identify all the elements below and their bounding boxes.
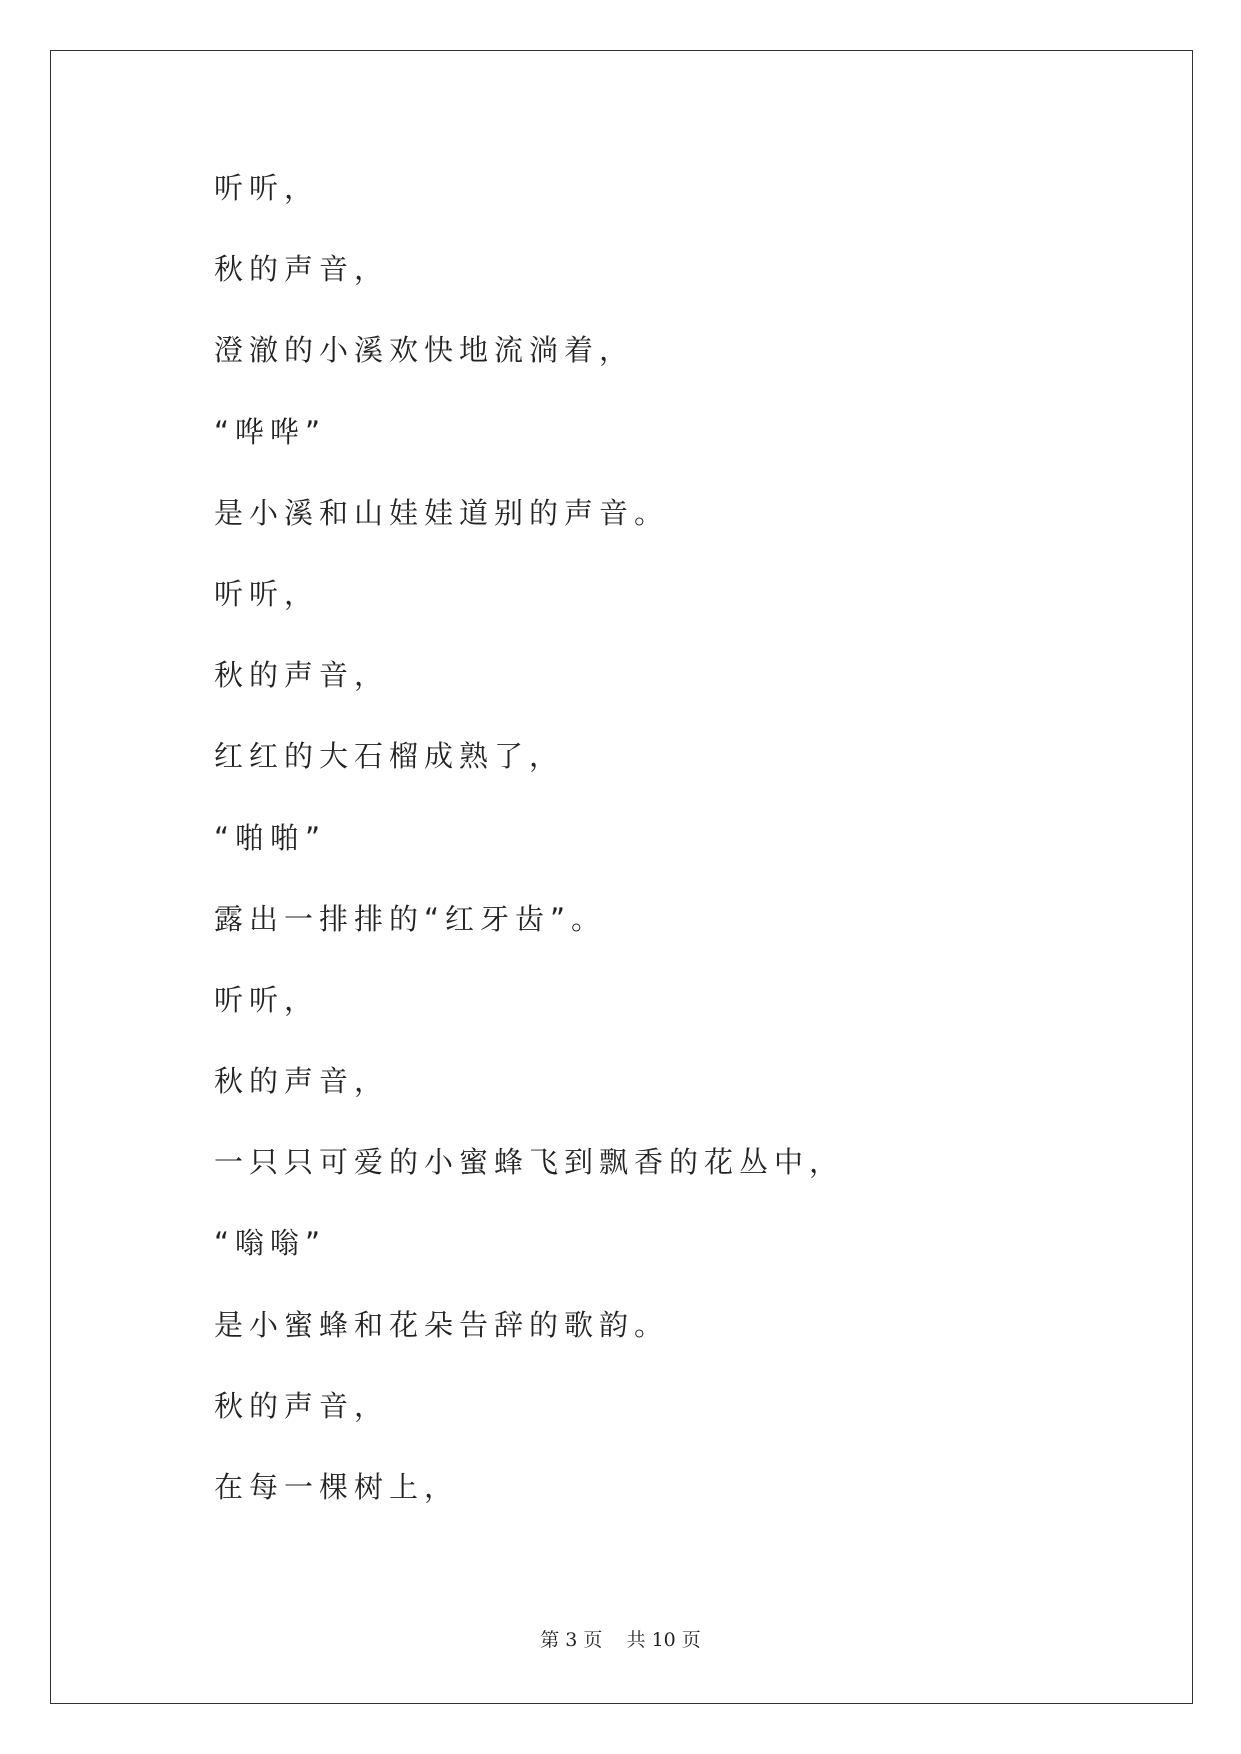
poem-body — [214, 168, 844, 1548]
poem-line: 听听， — [214, 982, 320, 1017]
poem-line: 澄澈的小溪欢快地流淌着， — [214, 333, 635, 368]
poem-line: 听听， — [214, 576, 320, 611]
poem-line: 秋的声音， — [214, 252, 390, 287]
poem-line: 露出一排排的“红牙齿”。 — [214, 901, 607, 936]
poem-line: 一只只可爱的小蜜蜂飞到飘香的花丛中， — [214, 1145, 845, 1180]
poem-line: 秋的声音， — [214, 1064, 390, 1099]
poem-line: 是小蜜蜂和花朵告辞的歌韵。 — [214, 1307, 670, 1342]
poem-line: 红红的大石榴成熟了， — [214, 739, 565, 774]
page-number: 第 3 页 共 10 页 — [540, 1629, 701, 1651]
poem-line: 秋的声音， — [214, 658, 390, 693]
poem-line: 听听， — [214, 171, 320, 205]
poem-line: “嗡嗡” — [214, 1226, 327, 1261]
poem-line: 是小溪和山娃娃道别的声音。 — [214, 495, 670, 530]
poem-line: “哗哗” — [214, 414, 327, 449]
poem-line: 在每一棵树上， — [214, 1470, 460, 1504]
poem-line: 秋的声音， — [214, 1388, 390, 1423]
poem-line: “啪啪” — [214, 820, 327, 855]
